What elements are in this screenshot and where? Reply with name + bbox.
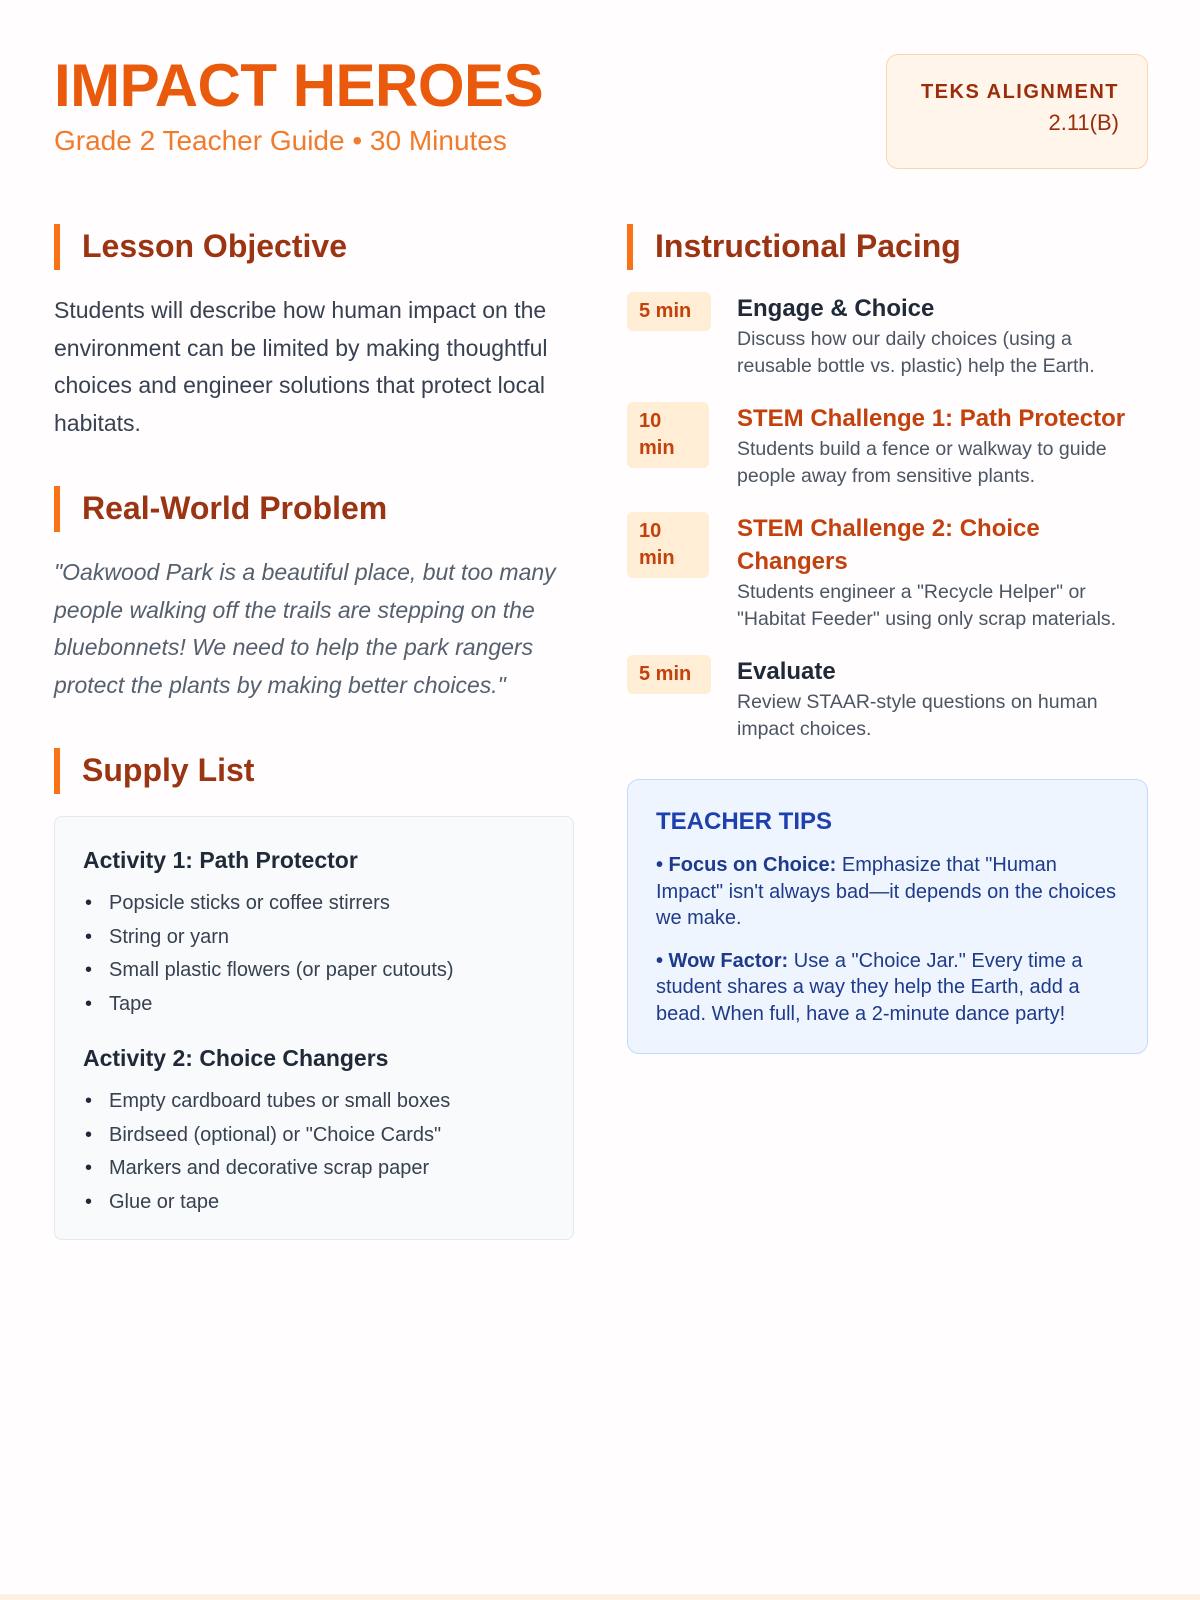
instructional-pacing-heading: Instructional Pacing: [627, 224, 1148, 270]
page-header: [54, 54, 1148, 204]
lesson-objective-text: Students will describe how human impact on the environment can be limited by making thoughtful choices and engineer solutions that protect local habitats.: [54, 297, 548, 436]
list-item: • String or yarn: [83, 921, 545, 955]
list-item: • Birdseed (optional) or "Choice Cards": [83, 1119, 545, 1153]
pacing-step-title: STEM Challenge 1: Path Protector: [737, 405, 1126, 432]
list-item: • Glue or tape: [83, 1186, 545, 1220]
supply-list-heading: Supply List: [54, 748, 574, 794]
teks-value: 2.11(B): [1048, 110, 1119, 135]
time-badge: 5 min: [627, 292, 711, 331]
pacing-step-challenge-2: [627, 512, 1148, 633]
pacing-step-desc: Discuss how our daily choices (using a reusable bottle vs. plastic) help the Earth.: [737, 328, 1095, 377]
activity-1-title: Activity 1: Path Protector: [83, 847, 358, 873]
lesson-objective-heading: Lesson Objective: [54, 224, 574, 270]
teks-alignment-badge: [886, 54, 1148, 169]
tip-text: Emphasize that "Human Impact" isn't always bad—it depends on the choices we make.: [656, 854, 1117, 929]
teacher-tips-box: [627, 779, 1148, 1054]
tip-wow-factor: [656, 948, 1121, 1028]
supply-list-box: [54, 816, 574, 1240]
activity-2-supplies: [83, 1085, 545, 1219]
page-title: IMPACT HEROES: [54, 52, 544, 119]
pacing-step-desc: Review STAAR-style questions on human impact choices.: [737, 691, 1098, 740]
pacing-step-challenge-1: [627, 402, 1148, 490]
right-column: [627, 224, 1148, 1054]
pacing-step-desc: Students build a fence or walkway to guide people away from sensitive plants.: [737, 438, 1107, 487]
list-item: • Tape: [83, 988, 545, 1022]
tip-label: • Focus on Choice:: [656, 854, 837, 876]
list-item: • Small plastic flowers (or paper cutouts): [83, 954, 545, 988]
activity-1-supplies: [83, 887, 545, 1021]
list-item: • Popsicle sticks or coffee stirrers: [83, 887, 545, 921]
pacing-step-title: Evaluate: [737, 658, 836, 685]
tip-focus-on-choice: [656, 852, 1121, 932]
real-world-problem-quote: "Oakwood Park is a beautiful place, but too many people walking off the trails are stepping on the bluebonnets! We need to help the park rangers protect the plants by making better choices.": [54, 559, 556, 698]
time-badge: 5 min: [627, 655, 711, 694]
pacing-step-evaluate: [627, 655, 1148, 743]
page-subtitle: Grade 2 Teacher Guide • 30 Minutes: [54, 125, 507, 156]
tip-text: Use a "Choice Jar." Every time a student shares a way they help the Earth, add a bead. When full, have a 2-minute dance party!: [656, 949, 1083, 1025]
teacher-guide-page: [54, 52, 1148, 1213]
teacher-tips-heading: TEACHER TIPS: [656, 808, 833, 835]
activity-2-title: Activity 2: Choice Changers: [83, 1045, 389, 1071]
tip-label: • Wow Factor:: [656, 949, 789, 972]
time-badge: 10 min: [627, 512, 709, 578]
list-item: • Markers and decorative scrap paper: [83, 1152, 545, 1186]
left-column: [54, 224, 574, 1240]
real-world-problem-heading: Real-World Problem: [54, 486, 574, 532]
pacing-step-title: Engage & Choice: [737, 295, 935, 322]
pacing-step-engage: [627, 292, 1148, 380]
pacing-step-title: STEM Challenge 2: Choice Changers: [737, 515, 1040, 575]
time-badge: 10 min: [627, 402, 709, 468]
teks-label: TEKS ALIGNMENT: [920, 81, 1119, 103]
page-bottom-bar: [0, 1594, 1200, 1600]
list-item: • Empty cardboard tubes or small boxes: [83, 1085, 545, 1119]
pacing-step-desc: Students engineer a "Recycle Helper" or "Habitat Feeder" using only scrap materials.: [737, 581, 1117, 630]
